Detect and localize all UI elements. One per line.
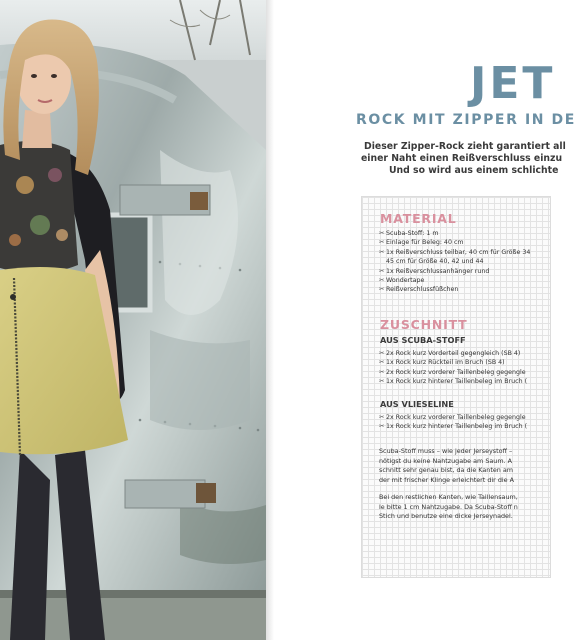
grid-paper-card	[361, 196, 551, 578]
notes-paragraph-1: Scuba-Stoff muss – wie jeder Jerseystoff – nötigst du keine Nahtzugabe am Saum. A schnitt sehr genau bist, da die Kanten am der mit frischer Klinge erleichtert dir die A	[379, 447, 514, 484]
needle-thread-icon: ✂	[379, 238, 385, 247]
list-item: ✂ 2x Rock kurz Vorderteil gegengleich (SB 4)	[379, 349, 521, 357]
zuschnitt-heading: ZUSCHNITT	[380, 317, 468, 332]
vlieseline-heading: AUS VLIESELINE	[380, 399, 454, 409]
needle-thread-icon: ✂	[379, 229, 385, 237]
list-item: ✂ 1x Rock kurz Rückteil im Bruch (SB 4)	[379, 358, 505, 367]
list-item: ✂ 2x Rock kurz vorderer Taillenbeleg gegengle	[379, 367, 526, 376]
instruction-page	[266, 0, 576, 640]
intro-line: Und so wird aus einem schlichte	[389, 165, 559, 176]
list-item: ✂ Reißverschlussfüßchen	[379, 285, 459, 294]
scissors-icon: ✂	[379, 422, 385, 431]
scissors-icon: ✂	[379, 367, 385, 376]
list-item: ✂ 1x Rock kurz hinterer Taillenbeleg im Bruch (	[379, 377, 528, 386]
list-item: ✂ 1x Reißverschluss teilbar, 40 cm für Größe 34	[379, 247, 531, 256]
page-subtitle: ROCK MIT ZIPPER IN DE	[356, 112, 576, 128]
list-item: ✂ Einlage für Beleg: 40 cm	[379, 238, 464, 247]
needle-thread-icon: ✂	[379, 247, 385, 256]
needle-thread-icon: ✂	[379, 266, 385, 275]
material-heading: MATERIAL	[380, 211, 457, 226]
list-item: ✂ 1x Rock kurz hinterer Taillenbeleg im Bruch (	[379, 422, 528, 431]
material-list	[379, 229, 530, 295]
notes-paragraph-2: Bei den restlichen Kanten, wie Taillensaum, le bitte 1 cm Nahtzugabe. Da Scuba-Stoff n Stich und benutze eine dicke Jerseynadel.	[379, 493, 518, 521]
scissors-icon: ✂	[379, 358, 385, 367]
intro-line: einer Naht einen Reißverschluss einzu	[361, 153, 563, 164]
page-title: JET	[470, 58, 556, 109]
scuba-heading: AUS SCUBA-STOFF	[380, 335, 466, 345]
list-item: ✂ Wondertape	[379, 276, 425, 285]
list-item: 45 cm für Größe 40, 42 und 44	[386, 258, 484, 266]
scissors-icon: ✂	[379, 349, 385, 357]
scuba-list	[379, 349, 527, 387]
needle-thread-icon: ✂	[379, 276, 385, 285]
fashion-photo	[0, 0, 266, 640]
scissors-icon: ✂	[379, 413, 385, 421]
intro-line: Dieser Zipper-Rock zieht garantiert all	[364, 141, 566, 152]
needle-thread-icon: ✂	[379, 285, 385, 294]
list-item: ✂ 2x Rock kurz vorderer Taillenbeleg gegengle	[379, 413, 526, 421]
list-item: ✂ 1x Reißverschlussanhänger rund	[379, 266, 490, 275]
list-item: ✂ Scuba-Stoff: 1 m	[379, 229, 439, 237]
scissors-icon: ✂	[379, 377, 385, 386]
vlieseline-list	[379, 413, 527, 432]
